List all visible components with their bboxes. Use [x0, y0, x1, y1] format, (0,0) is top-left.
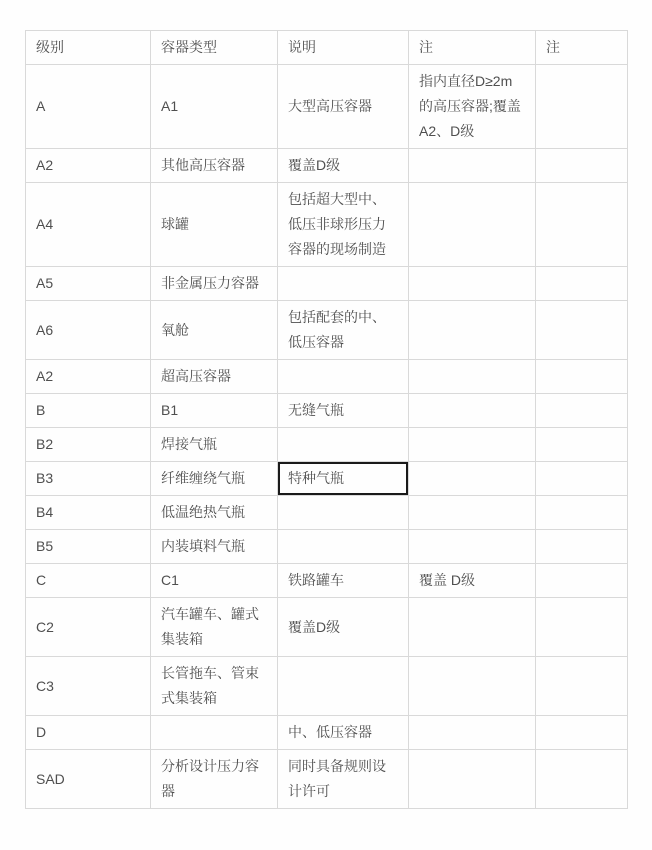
- table-cell: [536, 65, 628, 149]
- table-cell: A2: [26, 360, 151, 394]
- table-cell: [409, 657, 536, 716]
- column-header-desc: 说明: [278, 31, 409, 65]
- table-cell: 同时具备规则设计许可: [278, 750, 409, 809]
- table-cell: [409, 598, 536, 657]
- table-cell: [278, 267, 409, 301]
- table-cell: [409, 462, 536, 496]
- table-cell: 中、低压容器: [278, 716, 409, 750]
- table-cell: [536, 301, 628, 360]
- table-cell: A5: [26, 267, 151, 301]
- table-cell: [536, 462, 628, 496]
- table-row: [26, 716, 628, 750]
- column-header-note1: 注: [409, 31, 536, 65]
- table-cell: 覆盖D级: [278, 598, 409, 657]
- column-header-note2: 注: [536, 31, 628, 65]
- table-cell: [536, 496, 628, 530]
- table-cell: D: [26, 716, 151, 750]
- table-cell: 超高压容器: [151, 360, 278, 394]
- table-row: [26, 750, 628, 809]
- table-cell: B: [26, 394, 151, 428]
- table-cell: SAD: [26, 750, 151, 809]
- table-cell: [536, 428, 628, 462]
- table-cell: A1: [151, 65, 278, 149]
- table-cell: [278, 657, 409, 716]
- table-cell: 长管拖车、管束式集装箱: [151, 657, 278, 716]
- table-cell: A4: [26, 183, 151, 267]
- table-row: [26, 564, 628, 598]
- table-cell: 包括配套的中、低压容器: [278, 301, 409, 360]
- column-header-type: 容器类型: [151, 31, 278, 65]
- table-row: [26, 183, 628, 267]
- column-header-level: 级别: [26, 31, 151, 65]
- table-cell: [409, 530, 536, 564]
- table-cell: [409, 149, 536, 183]
- table-cell: A6: [26, 301, 151, 360]
- table-row: [26, 428, 628, 462]
- table-cell: [536, 360, 628, 394]
- table-body: [26, 65, 628, 809]
- table-cell: [151, 716, 278, 750]
- table-cell: [536, 598, 628, 657]
- table-cell: [409, 267, 536, 301]
- table-row: [26, 149, 628, 183]
- table-cell: A: [26, 65, 151, 149]
- selected-cell[interactable]: 特种气瓶: [278, 462, 409, 496]
- table-cell: 非金属压力容器: [151, 267, 278, 301]
- table-cell: 焊接气瓶: [151, 428, 278, 462]
- table-cell: 覆盖 D级: [409, 564, 536, 598]
- table-cell: B1: [151, 394, 278, 428]
- table-row: [26, 360, 628, 394]
- table-cell: C: [26, 564, 151, 598]
- table-cell: 包括超大型中、低压非球形压力容器的现场制造: [278, 183, 409, 267]
- table-container: [25, 30, 628, 809]
- classification-table: [25, 30, 628, 809]
- table-cell: 汽车罐车、罐式集装箱: [151, 598, 278, 657]
- table-cell: 铁路罐车: [278, 564, 409, 598]
- table-cell: 其他高压容器: [151, 149, 278, 183]
- table-row: [26, 496, 628, 530]
- table-cell: [536, 657, 628, 716]
- table-cell: [409, 716, 536, 750]
- table-cell: 大型高压容器: [278, 65, 409, 149]
- table-cell: 分析设计压力容器: [151, 750, 278, 809]
- header-row: [26, 31, 628, 65]
- table-row: [26, 65, 628, 149]
- table-cell: 无缝气瓶: [278, 394, 409, 428]
- table-cell: B5: [26, 530, 151, 564]
- table-cell: [409, 183, 536, 267]
- table-cell: [409, 394, 536, 428]
- table-row: [26, 657, 628, 716]
- table-cell: 球罐: [151, 183, 278, 267]
- table-cell: [536, 564, 628, 598]
- table-cell: B2: [26, 428, 151, 462]
- table-cell: [536, 394, 628, 428]
- table-cell: [278, 428, 409, 462]
- table-cell: B3: [26, 462, 151, 496]
- table-cell: [409, 428, 536, 462]
- table-cell: 纤维缠绕气瓶: [151, 462, 278, 496]
- table-cell: [409, 496, 536, 530]
- table-cell: 指内直径D≥2m的高压容器;覆盖A2、D级: [409, 65, 536, 149]
- table-cell: [536, 750, 628, 809]
- table-cell: [536, 716, 628, 750]
- table-cell: 氧舱: [151, 301, 278, 360]
- table-cell: [536, 530, 628, 564]
- table-cell: [409, 301, 536, 360]
- table-cell: [536, 183, 628, 267]
- table-cell: [278, 360, 409, 394]
- table-cell: [278, 496, 409, 530]
- table-cell: [278, 530, 409, 564]
- table-row: [26, 530, 628, 564]
- table-row: [26, 598, 628, 657]
- table-cell: C2: [26, 598, 151, 657]
- table-cell: [409, 750, 536, 809]
- table-cell: 内装填料气瓶: [151, 530, 278, 564]
- table-cell: C1: [151, 564, 278, 598]
- table-cell: 低温绝热气瓶: [151, 496, 278, 530]
- table-row: [26, 301, 628, 360]
- table-row: [26, 462, 628, 496]
- table-cell: [409, 360, 536, 394]
- table-cell: [536, 149, 628, 183]
- table-cell: B4: [26, 496, 151, 530]
- table-cell: A2: [26, 149, 151, 183]
- table-cell: 覆盖D级: [278, 149, 409, 183]
- table-cell: [536, 267, 628, 301]
- table-row: [26, 394, 628, 428]
- table-cell: C3: [26, 657, 151, 716]
- table-row: [26, 267, 628, 301]
